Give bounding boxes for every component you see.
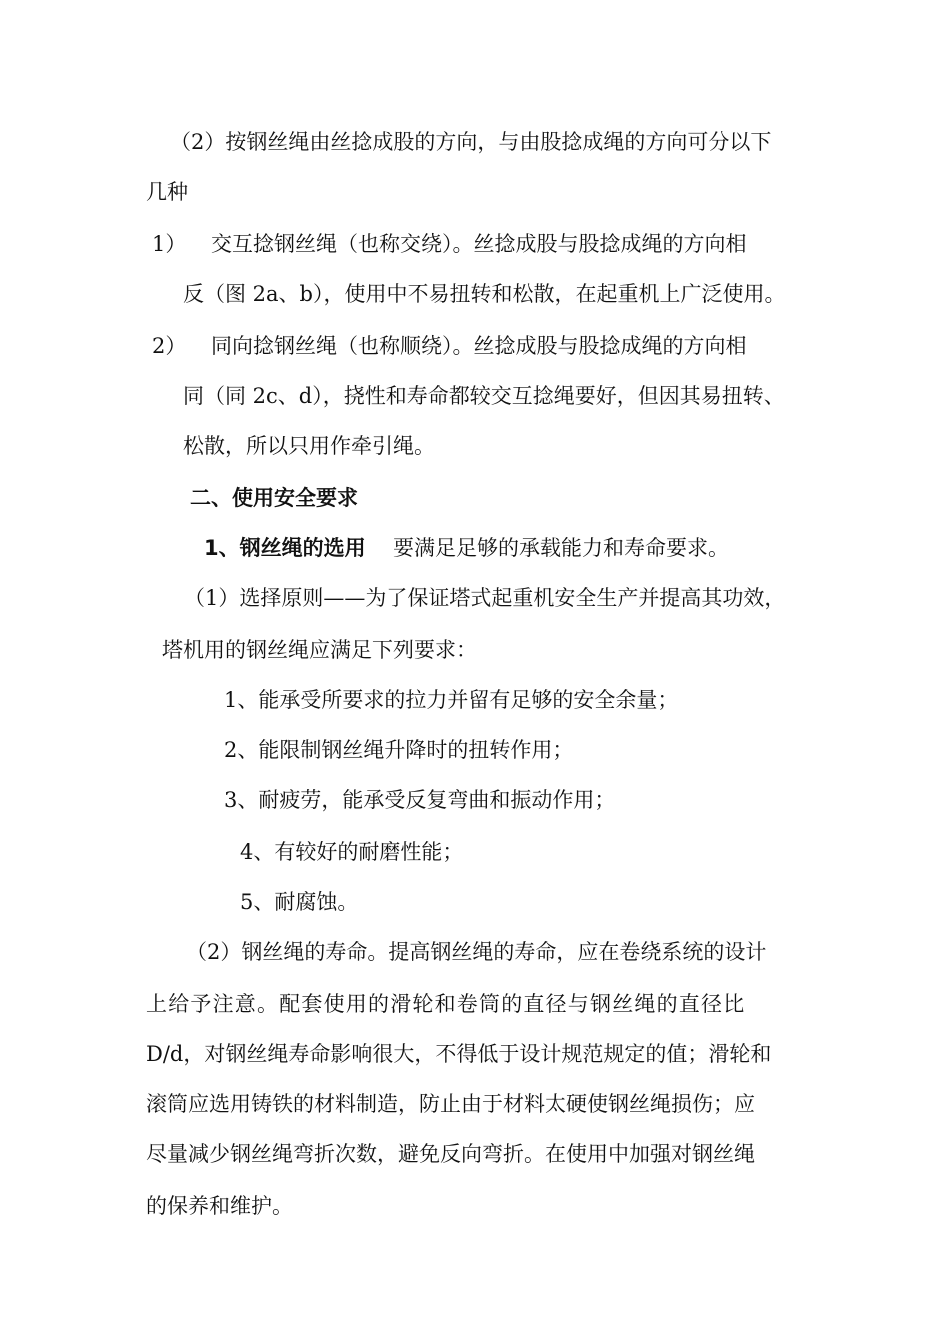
requirement-item: 5、耐腐蚀。 — [240, 890, 359, 914]
requirement-item: 4、有较好的耐磨性能； — [240, 840, 464, 864]
subsection-text: 要满足足够的承载能力和寿命要求。 — [393, 536, 729, 560]
life-paragraph-line: 的保养和维护。 — [146, 1194, 293, 1218]
intro-line-1: （2）按钢丝绳由丝捻成股的方向，与由股捻成绳的方向可分以下 — [170, 130, 772, 154]
life-paragraph-line: 滚筒应选用铸铁的材料制造，防止由于材料太硬使钢丝绳损伤；应 — [146, 1092, 755, 1116]
list-item-2-number: 2） — [152, 334, 187, 358]
list-item-1-line-2: 反（图 2a、b），使用中不易扭转和松散，在起重机上广泛使用。 — [183, 282, 786, 306]
life-paragraph-line: 上给予注意。配套使用的滑轮和卷筒的直径与钢丝绳的直径比 — [146, 992, 746, 1016]
life-paragraph-line: （2）钢丝绳的寿命。提高钢丝绳的寿命，应在卷绕系统的设计 — [186, 940, 767, 964]
requirement-item: 1、能承受所要求的拉力并留有足够的安全余量； — [224, 688, 679, 712]
section-heading: 二、使用安全要求 — [190, 486, 358, 510]
list-item-2-line-1: 同向捻钢丝绳（也称顺绕）。丝捻成股与股捻成绳的方向相 — [211, 334, 747, 358]
list-item-1-line-1: 交互捻钢丝绳（也称交绕）。丝捻成股与股捻成绳的方向相 — [211, 232, 747, 256]
requirement-item: 2、能限制钢丝绳升降时的扭转作用； — [224, 738, 574, 762]
principle-line-1: （1）选择原则——为了保证塔式起重机安全生产并提高其功效， — [184, 586, 786, 610]
list-item-1-number: 1） — [152, 232, 187, 256]
list-item-2-line-2: 同（同 2c、d），挠性和寿命都较交互捻绳要好，但因其易扭转、 — [183, 384, 785, 408]
list-item-2-line-3: 松散，所以只用作牵引绳。 — [183, 434, 435, 458]
principle-line-2: 塔机用的钢丝绳应满足下列要求： — [162, 638, 477, 662]
life-paragraph-line: 尽量减少钢丝绳弯折次数，避免反向弯折。在使用中加强对钢丝绳 — [146, 1142, 755, 1166]
subsection-label: 1、钢丝绳的选用 — [204, 536, 366, 560]
intro-line-2: 几种 — [146, 180, 188, 204]
requirement-item: 3、耐疲劳，能承受反复弯曲和振动作用； — [224, 788, 616, 812]
life-paragraph-line: D/d，对钢丝绳寿命影响很大，不得低于设计规范规定的值；滑轮和 — [146, 1042, 772, 1066]
